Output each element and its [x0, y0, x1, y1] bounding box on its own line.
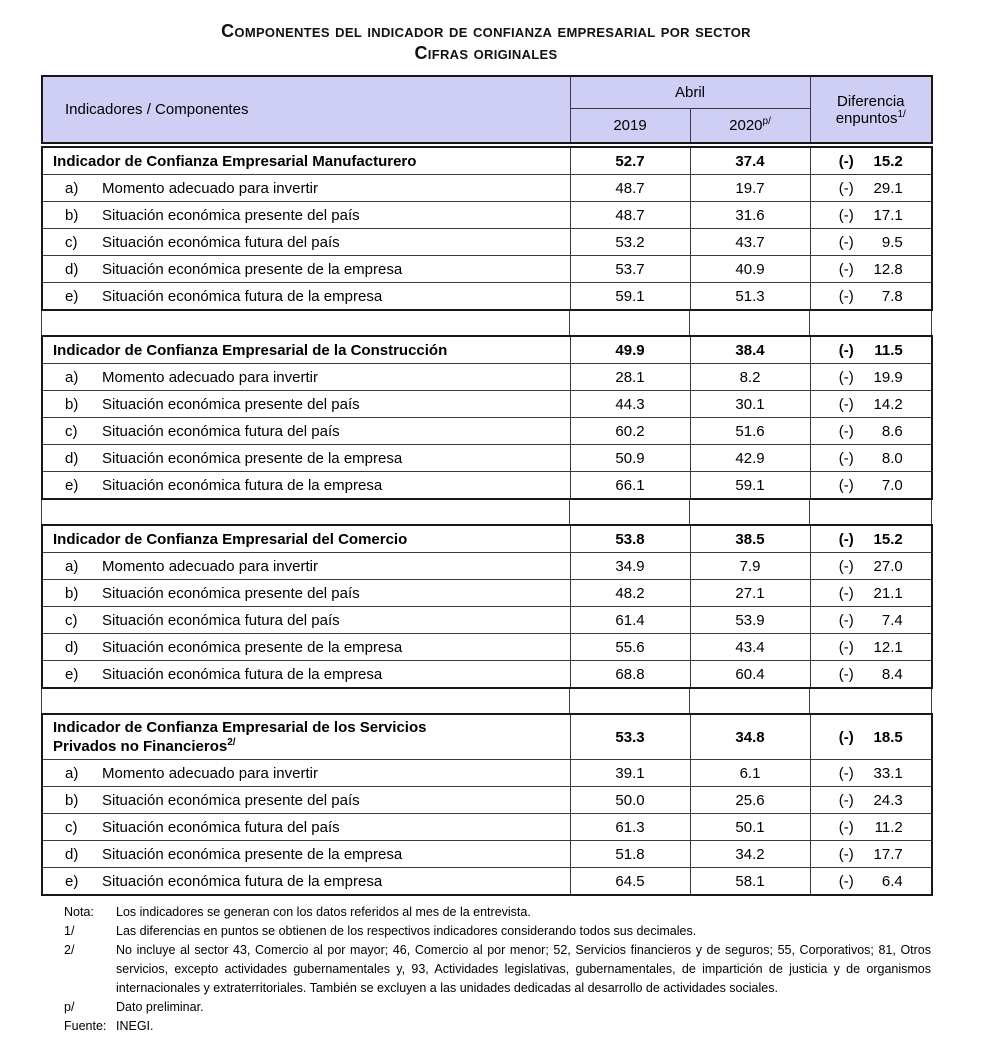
cell-2019: 48.7 — [570, 175, 690, 202]
cell-diff — [810, 472, 932, 500]
table-row — [42, 256, 932, 283]
cell-diff — [810, 841, 932, 868]
cell-diff — [810, 445, 932, 472]
row-letter: d) — [65, 638, 79, 656]
row-label: Situación económica futura de la empresa — [102, 476, 383, 494]
cell-2020: 40.9 — [690, 256, 810, 283]
diff-sign: (-) — [838, 791, 854, 809]
row-label: Momento adecuado para invertir — [102, 368, 318, 386]
section-header-row — [42, 525, 932, 553]
section-footnote-ref: 2/ — [227, 737, 236, 748]
diff-value: 8.6 — [881, 422, 903, 440]
cell-2019: 49.9 — [570, 336, 690, 364]
diff-value: 21.1 — [873, 584, 903, 602]
cell-2019: 60.2 — [570, 418, 690, 445]
note-label: 2/ — [64, 943, 75, 957]
note-text: Los indicadores se generan con los datos referidos al mes de la entrevista. — [116, 905, 531, 919]
diff-value: 11.2 — [874, 818, 903, 836]
cell-2019: 53.7 — [570, 256, 690, 283]
diff-value: 6.4 — [881, 872, 903, 890]
note-text: INEGI. — [116, 1019, 154, 1033]
cell-diff — [810, 661, 932, 689]
cell-2019: 50.9 — [570, 445, 690, 472]
table-row — [42, 760, 932, 787]
diferencia-line1: Diferencia en — [835, 92, 905, 127]
note-2 — [64, 941, 931, 998]
section-gap — [41, 311, 932, 335]
diff-sign: (-) — [838, 584, 854, 602]
table-row — [42, 391, 932, 418]
table-row — [42, 868, 932, 896]
diferencia-footnote-ref: 1/ — [897, 108, 906, 120]
cell-diff — [810, 634, 932, 661]
row-letter: c) — [65, 422, 78, 440]
cell-2019: 51.8 — [570, 841, 690, 868]
cell-2019: 48.2 — [570, 580, 690, 607]
cell-2020: 43.7 — [690, 229, 810, 256]
section-title: Indicador de Confianza Empresarial de los Servicios Privados no Financieros$^{2/}$ — [42, 714, 570, 760]
cell-2019: 64.5 — [570, 868, 690, 896]
diff-value: 7.4 — [881, 611, 903, 629]
cell-diff — [810, 580, 932, 607]
header-cell-diferencia — [810, 76, 932, 143]
cell-2019: 61.3 — [570, 814, 690, 841]
diff-sign: (-) — [838, 368, 854, 386]
row-letter: c) — [65, 233, 78, 251]
section-comercio — [41, 524, 933, 689]
page-title-line2: Cifras originales — [414, 43, 558, 63]
diff-value: 9.5 — [881, 233, 903, 251]
diff-value: 8.4 — [881, 665, 903, 683]
table-row — [42, 634, 932, 661]
diff-sign: (-) — [838, 206, 854, 224]
row-letter: c) — [65, 611, 78, 629]
table-row — [42, 787, 932, 814]
header-cell-indicadores: Indicadores / Componentes — [42, 76, 570, 143]
cell-2020: 27.1 — [690, 580, 810, 607]
row-label: Situación económica presente del país — [102, 206, 360, 224]
preliminary-footnote-ref: p/ — [762, 116, 771, 127]
cell-2019: 53.3 — [570, 714, 690, 760]
header-row-month — [42, 76, 932, 109]
row-label: Situación económica futura del país — [102, 422, 340, 440]
cell-2019: 52.7 — [570, 147, 690, 175]
note-1 — [64, 922, 931, 941]
row-letter: b) — [65, 791, 79, 809]
row-label: Situación económica futura de la empresa — [102, 872, 383, 890]
cell-2020: 34.2 — [690, 841, 810, 868]
table-row — [42, 229, 932, 256]
row-letter: c) — [65, 818, 78, 836]
diff-value: 7.0 — [881, 476, 903, 494]
header-cell-abril: Abril — [570, 76, 810, 109]
diff-value: 19.9 — [873, 368, 903, 386]
table-row — [42, 472, 932, 500]
row-letter: e) — [65, 287, 79, 305]
row-letter: b) — [65, 206, 79, 224]
row-letter: b) — [65, 395, 79, 413]
cell-2019: 34.9 — [570, 553, 690, 580]
row-letter: e) — [65, 476, 79, 494]
note-nota — [64, 903, 931, 922]
diff-sign: (-) — [838, 557, 854, 575]
row-letter: d) — [65, 845, 79, 863]
table-row — [42, 661, 932, 689]
row-label: Situación económica futura del país — [102, 818, 340, 836]
diff-value: 15.2 — [873, 152, 903, 170]
cell-diff — [810, 814, 932, 841]
cell-2019: 44.3 — [570, 391, 690, 418]
cell-2019: 28.1 — [570, 364, 690, 391]
section-header-row — [42, 336, 932, 364]
cell-2020: 59.1 — [690, 472, 810, 500]
note-label: 1/ — [64, 924, 75, 938]
cell-2019: 39.1 — [570, 760, 690, 787]
cell-2019: 50.0 — [570, 787, 690, 814]
diff-value: 12.8 — [873, 260, 903, 278]
section-header-row — [42, 147, 932, 175]
page-title — [41, 20, 931, 64]
diff-sign: (-) — [838, 260, 854, 278]
cell-2019: 48.7 — [570, 202, 690, 229]
diff-sign: (-) — [838, 530, 854, 548]
section-title: Indicador de Confianza Empresarial Manufacturero — [42, 147, 570, 175]
cell-2020: 51.6 — [690, 418, 810, 445]
cell-diff — [810, 175, 932, 202]
cell-2019: 68.8 — [570, 661, 690, 689]
cell-diff — [810, 418, 932, 445]
section-header-row — [42, 714, 932, 760]
cell-2020: 50.1 — [690, 814, 810, 841]
table-row — [42, 553, 932, 580]
section-manufacturero — [41, 146, 933, 311]
cell-diff — [810, 336, 932, 364]
row-label: Situación económica futura del país — [102, 611, 340, 629]
diff-sign: (-) — [838, 233, 854, 251]
row-label: Situación económica futura del país — [102, 233, 340, 251]
cell-diff — [810, 868, 932, 896]
table-row — [42, 445, 932, 472]
cell-diff — [810, 525, 932, 553]
cell-2019: 55.6 — [570, 634, 690, 661]
cell-2020: 38.4 — [690, 336, 810, 364]
diff-sign: (-) — [838, 422, 854, 440]
row-letter: a) — [65, 557, 79, 575]
row-label: Situación económica presente del país — [102, 791, 360, 809]
cell-diff — [810, 283, 932, 311]
section-servicios — [41, 713, 933, 896]
diff-sign: (-) — [838, 638, 854, 656]
row-letter: e) — [65, 872, 79, 890]
row-letter: d) — [65, 449, 79, 467]
section-title: Indicador de Confianza Empresarial de la Construcción — [42, 336, 570, 364]
diff-sign: (-) — [838, 287, 854, 305]
diff-value: 27.0 — [873, 557, 903, 575]
table-row — [42, 607, 932, 634]
table-row — [42, 283, 932, 311]
diferencia-line2: puntos — [852, 109, 898, 127]
cell-2020: 43.4 — [690, 634, 810, 661]
cell-diff — [810, 229, 932, 256]
cell-2019: 61.4 — [570, 607, 690, 634]
diff-value: 29.1 — [873, 179, 903, 197]
row-letter: a) — [65, 368, 79, 386]
row-letter: d) — [65, 260, 79, 278]
row-label: Situación económica presente de la empresa — [102, 638, 403, 656]
table-row — [42, 841, 932, 868]
diff-value: 24.3 — [873, 791, 903, 809]
document — [41, 20, 931, 1036]
cell-diff — [810, 787, 932, 814]
diff-value: 7.8 — [881, 287, 903, 305]
cell-2020: 6.1 — [690, 760, 810, 787]
row-label: Situación económica presente de la empresa — [102, 845, 403, 863]
diff-sign: (-) — [838, 872, 854, 890]
row-label: Momento adecuado para invertir — [102, 764, 318, 782]
diff-value: 15.2 — [873, 530, 903, 548]
cell-2020: 34.8 — [690, 714, 810, 760]
diff-value: 18.5 — [873, 728, 903, 746]
note-fuente — [64, 1017, 931, 1036]
note-p — [64, 998, 931, 1017]
cell-2020: 51.3 — [690, 283, 810, 311]
row-letter: a) — [65, 179, 79, 197]
diff-sign: (-) — [838, 152, 854, 170]
note-label: Fuente: — [64, 1019, 107, 1033]
cell-diff — [810, 202, 932, 229]
table-row — [42, 814, 932, 841]
cell-2020: 53.9 — [690, 607, 810, 634]
diff-sign: (-) — [838, 611, 854, 629]
cell-diff — [810, 364, 932, 391]
section-title: Indicador de Confianza Empresarial del Comercio — [42, 525, 570, 553]
cell-2019: 53.8 — [570, 525, 690, 553]
row-label: Situación económica presente del país — [102, 395, 360, 413]
diff-value: 14.2 — [873, 395, 903, 413]
table-header — [41, 75, 933, 144]
cell-2019: 53.2 — [570, 229, 690, 256]
cell-diff — [810, 553, 932, 580]
note-label: Nota: — [64, 905, 94, 919]
cell-diff — [810, 391, 932, 418]
cell-2020: 60.4 — [690, 661, 810, 689]
diff-sign: (-) — [838, 728, 854, 746]
row-label: Situación económica presente de la empresa — [102, 260, 403, 278]
diff-value: 17.1 — [873, 206, 903, 224]
row-letter: b) — [65, 584, 79, 602]
section-gap — [41, 500, 932, 524]
cell-diff — [810, 607, 932, 634]
note-label: p/ — [64, 1000, 75, 1014]
cell-2020: 8.2 — [690, 364, 810, 391]
header-cell-2020: $2020^{p/}$ — [690, 109, 810, 144]
diff-value: 12.1 — [873, 638, 903, 656]
row-label: Situación económica presente del país — [102, 584, 360, 602]
page-title-line1: Componentes del indicador de confianza empresarial por sector — [221, 21, 751, 41]
diff-value: 17.7 — [873, 845, 903, 863]
diff-sign: (-) — [838, 395, 854, 413]
diff-sign: (-) — [838, 818, 854, 836]
note-text: Dato preliminar. — [116, 1000, 204, 1014]
diff-sign: (-) — [838, 476, 854, 494]
row-label: Momento adecuado para invertir — [102, 557, 318, 575]
table-row — [42, 364, 932, 391]
cell-2020: 38.5 — [690, 525, 810, 553]
cell-diff — [810, 147, 932, 175]
cell-2019: 66.1 — [570, 472, 690, 500]
cell-2020: 58.1 — [690, 868, 810, 896]
cell-2020: 30.1 — [690, 391, 810, 418]
table-row — [42, 175, 932, 202]
cell-2019: 59.1 — [570, 283, 690, 311]
cell-2020: 25.6 — [690, 787, 810, 814]
cell-2020: 31.6 — [690, 202, 810, 229]
row-label: Situación económica presente de la empresa — [102, 449, 403, 467]
row-label: Momento adecuado para invertir — [102, 179, 318, 197]
diff-sign: (-) — [838, 341, 854, 359]
diff-value: 11.5 — [874, 341, 903, 359]
cell-diff — [810, 256, 932, 283]
note-text: No incluye al sector 43, Comercio al por mayor; 46, Comercio al por menor; 52, Servicios financieros y de seguros; 55, Corporativos; 81, Otros servicios, excepto actividades gubernamentales y, 93, Actividades legislativas, gubernamentales, de impartición de justicia y de organismos internacionales y extraterritoriales. También se excluyen a las unidades dedicadas al desarrollo de actividades sociales. — [116, 943, 931, 995]
row-letter: a) — [65, 764, 79, 782]
diff-sign: (-) — [838, 179, 854, 197]
section-construccion — [41, 335, 933, 500]
diff-value: 33.1 — [873, 764, 903, 782]
table-row — [42, 580, 932, 607]
row-label: Situación económica futura de la empresa — [102, 665, 383, 683]
section-gap — [41, 689, 932, 713]
note-text: Las diferencias en puntos se obtienen de los respectivos indicadores considerando todos sus decimales. — [116, 924, 697, 938]
cell-2020: 42.9 — [690, 445, 810, 472]
table-row — [42, 202, 932, 229]
diff-sign: (-) — [838, 665, 854, 683]
diff-value: 8.0 — [881, 449, 903, 467]
cell-2020: 37.4 — [690, 147, 810, 175]
row-letter: e) — [65, 665, 79, 683]
header-cell-2019: 2019 — [570, 109, 690, 144]
cell-2020: 19.7 — [690, 175, 810, 202]
diff-sign: (-) — [838, 845, 854, 863]
diff-sign: (-) — [838, 764, 854, 782]
cell-diff — [810, 714, 932, 760]
footnotes — [64, 903, 931, 1036]
diff-sign: (-) — [838, 449, 854, 467]
row-label: Situación económica futura de la empresa — [102, 287, 383, 305]
cell-diff — [810, 760, 932, 787]
cell-2020: 7.9 — [690, 553, 810, 580]
table-row — [42, 418, 932, 445]
